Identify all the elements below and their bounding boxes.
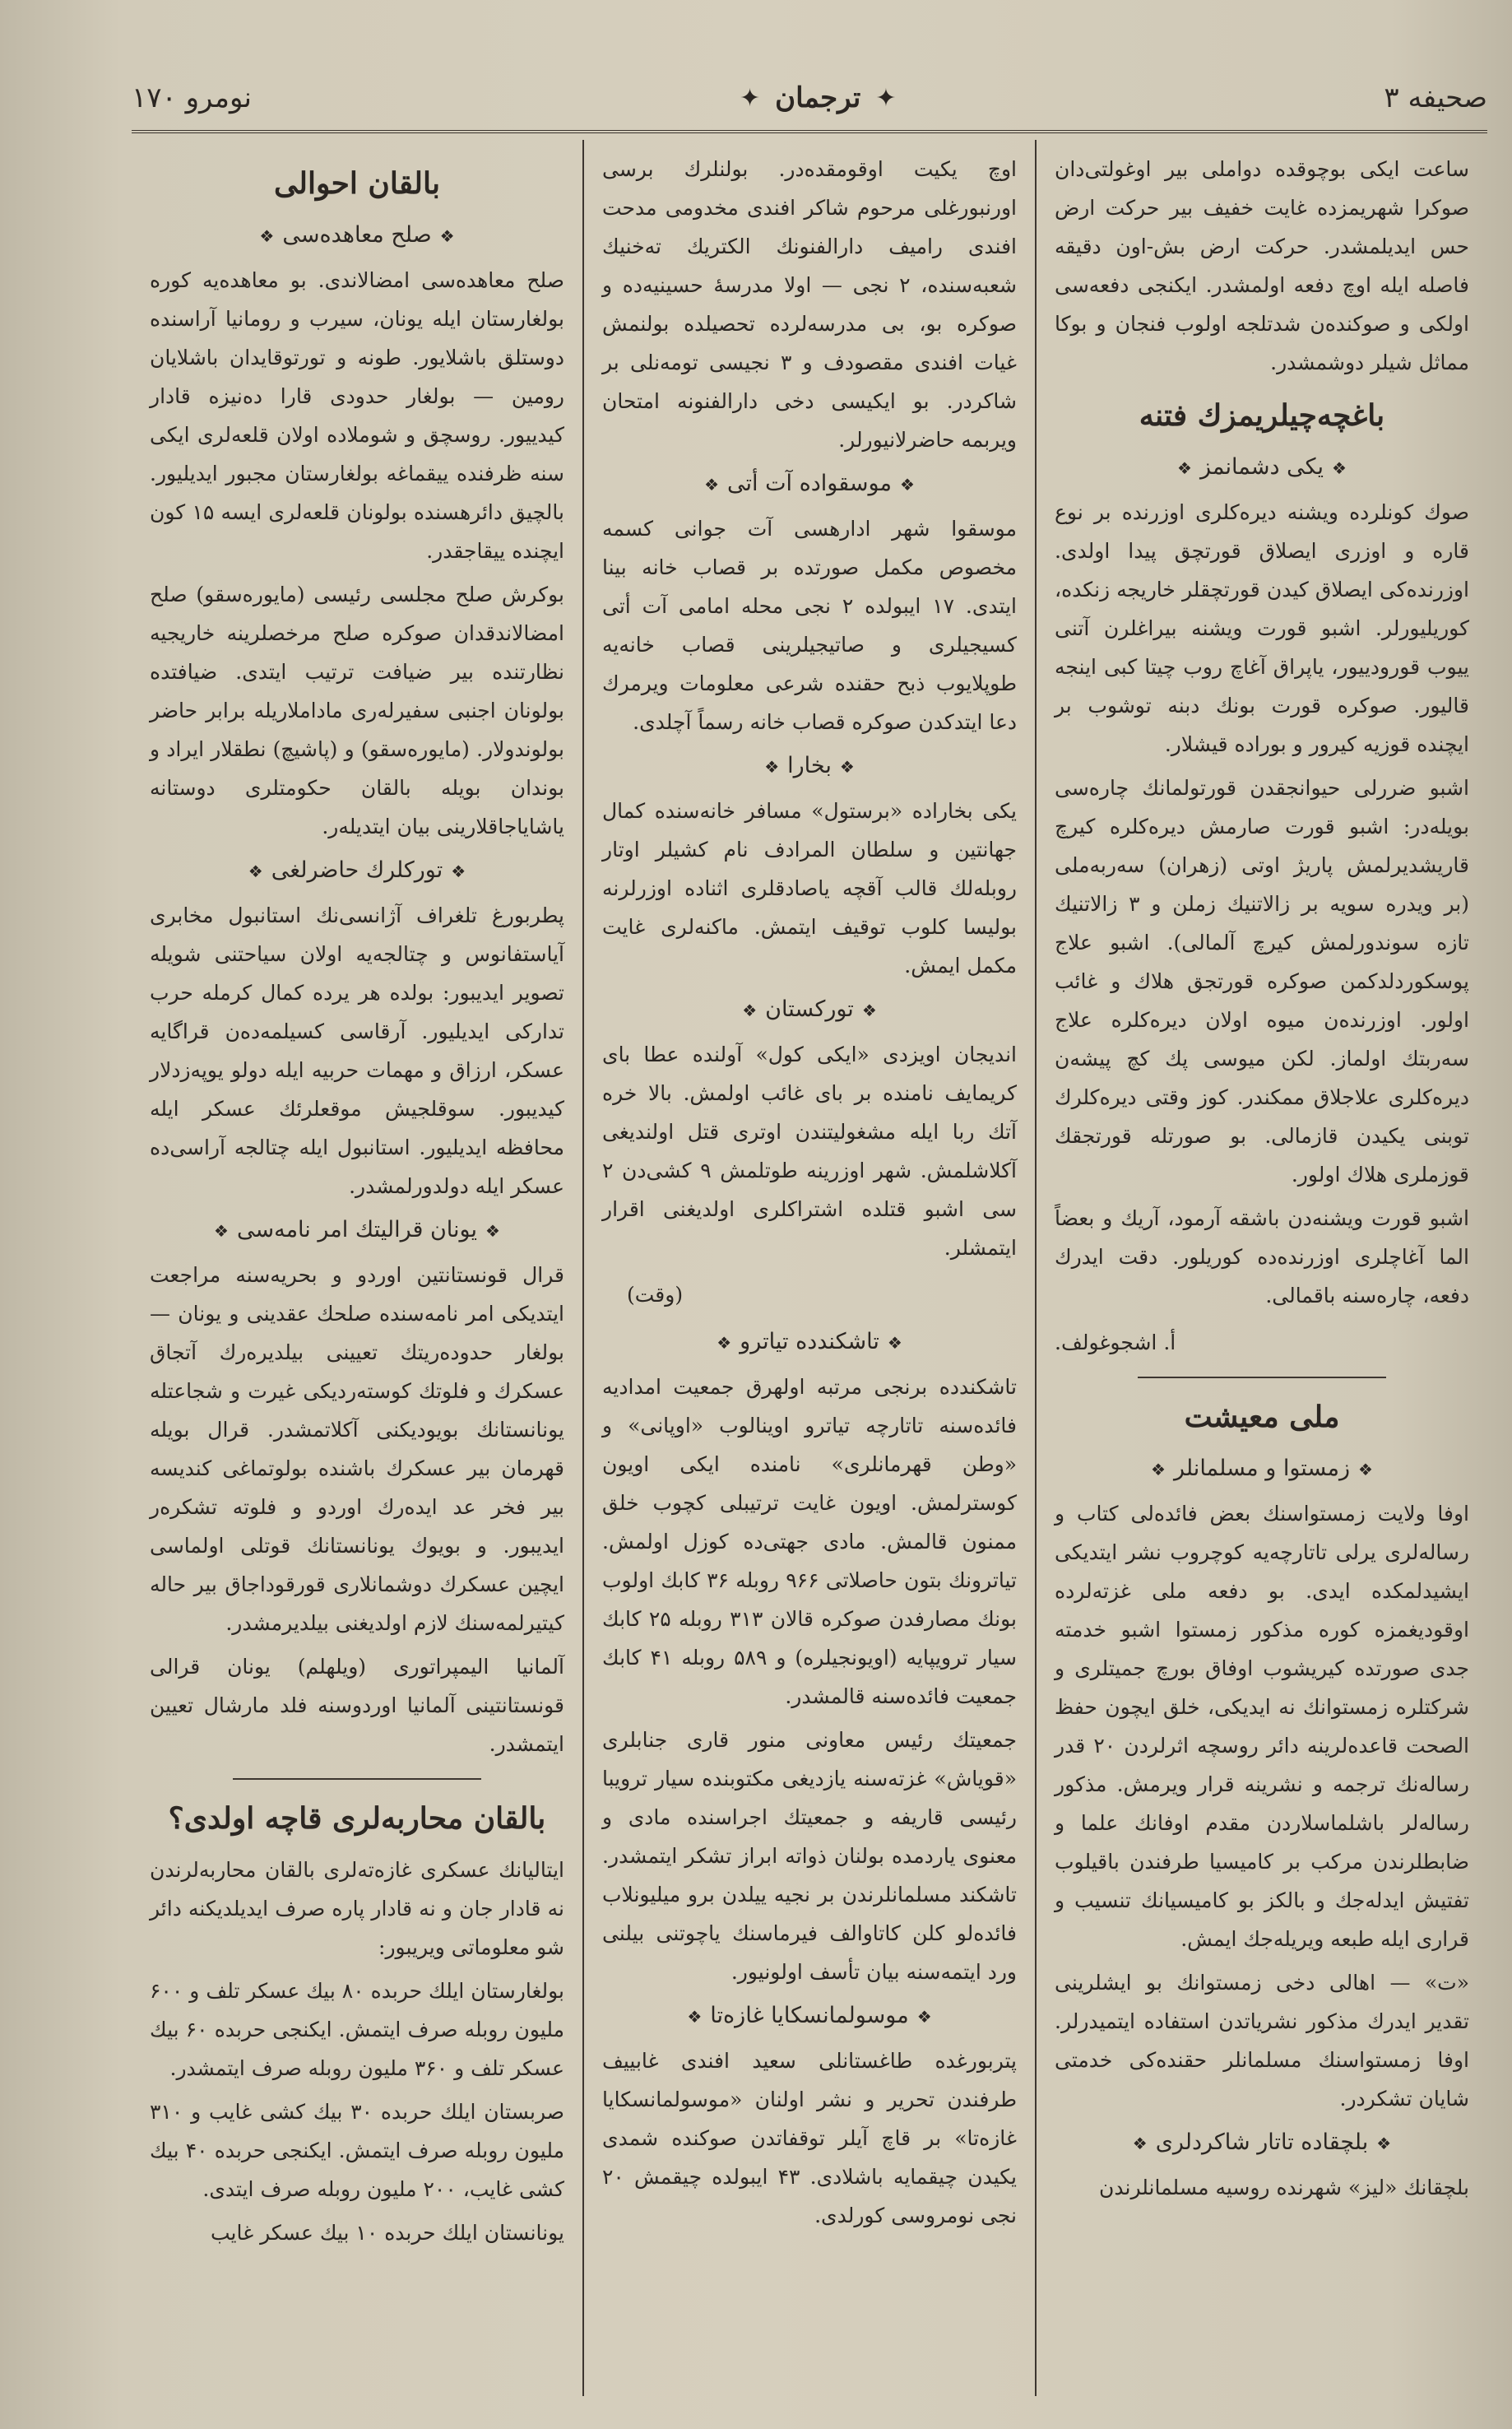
masthead [132, 69, 1487, 127]
article-paragraph: موسقوا شهر ادارهسى آت جوانى كسمه مخصوص مكمل صورتده بر قصاب خانه بينا ايتدى. ۱۷ ايبولده ۲ نجى محله امامى آت أتى كسيجيلرى و صاتيجيلرينى قصاب خانه‌يه طوپلايوب ذبح حقنده شرعى معلومات ويرمرك دعا ايتدكدن صوكره قصاب خانه رسماً آچلدى. [602, 517, 1017, 734]
article-paragraph: آلمانيا اليمپراتورى (ويلهلم) يونان قرالى قونستانتينى آلمانيا اوردوسنه فلد مارشال تعيين ايتمشدر. [150, 1655, 564, 1756]
article-paragraph: پتربورغده طاغستانلى سعيد افندى غابييف طرفندن تحرير و نشر اولنان «موسولمانسكايا غازه‌تا» بر قاچ آيلر توقفاتدن صوكنده شمدى يكيدن چيقمايه باشلادى. ۴۳ ايبولده چيقمش ۲۰ نجى نومروسى كورلدى. [602, 2049, 1017, 2227]
paper-name: ترجمان [775, 81, 861, 114]
author-signature: أ. اشجوغولف. [1055, 1331, 1176, 1354]
article-paragraph: اوفا ولايت زمستواسنك بعض فائده‌لى كتاب و رساله‌لرى يرلى تاتارچه‌يه كوچروب نشر ايتديكى ايشيدلمكده ايدى. بو دفعه ملى غزته‌لرده اوقوديغمزه كوره مذكور زمستوا اشبو خدمته جدى صورتده كيريشوب اوفاق بورچ جميتلرى و شركتلره زمستوانك نه ايديكى، خلق ايچون حفظ الصحت قاعده‌لرينه دائر روسچه اثرلردن ۲۰ قدر رساله‌نك ترجمه و نشرينه قرار ويرمش. مذكور رساله‌لر باشلماسلاردن مقدم اوفانك علما و ضابطلرندن مركب بر كاميسيا طرفندن باقيلوب تفتيش ايدله‌جك و بالكز بو كاميسيانك تنسيب و قرارى ايله طبعه ويريله‌جك ايمش. [1055, 1502, 1470, 1951]
article-paragraph: يكى بخاراده «برستول» مسافر خانه‌سنده كمال جهانتين و سلطان المرادف نام كشيلر اوتار روبله‌لك قالب آقچه ياصادقلرى اثناده اوزرلرنه بوليسا كلوب توقيف ايتمش. ماكنه‌لرى غايت مكمل ايمش. [602, 799, 1017, 978]
article-paragraph: صربستان ايلك حربده ۳۰ بيك كشى غايب و ۳۱۰ مليون روبله صرف ايتمش. ايكنجى حربده ۴۰ بيك كشى غايب، ۲۰۰ مليون روبله صرف ايتدى. [150, 2100, 564, 2201]
article-paragraph: اشبو ضررلى حيوانجقدن قورتولمانك چاره‌سى بويله‌در: اشبو قورت صارمش ديره‌كلره كيرچ قاريشديرلمش پاريژ اوتى (زهران) سه‌ربه‌ملى (بر ويدره سويه بر زالاتنيك زملن و ۳ زالاتنيك تازه سوندورلمش كيرچ آلمالى). اشبو علاج پوسكوردلدكمن صوكره قورتجق هلاك و غائب اولور. اوزرنده‌ن ميوه اولان ديره‌كلره علاج سه‌ربتك اولماز. لكن ميوسى پك كچ پيشه‌ن ديره‌كلرى علاجلاق ممكندر. كوز وقتى ديره‌كلرك توبنى يكيدن قازمالى. بو صورتله قورتجقك قوزملرى هلاك اولور. [1055, 776, 1470, 1187]
section-title: باغچه‌چيلريمزك فتنه [1139, 398, 1385, 433]
article-paragraph: بلچقانك «ليز» شهرنده روسيه مسلمانلرندن [1099, 2176, 1469, 2199]
section-subtitle: ❖ موسولمانسكايا غازه‌تا ❖ [602, 1996, 1017, 2037]
header-rule [132, 130, 1487, 133]
section-subtitle: ❖ زمستوا و مسلمانلر ❖ [1055, 1449, 1469, 1489]
intro-paragraph: اوچ يكيت اوقومقده‌در. بولنلرك برسى اورنبورغلى مرحوم شاكر افندى مخدومى مدحت افندى راميف دارالفنونك الكتريك ته‌خنيك شعبه‌سنده، ۲ نجى — اولا مدرسهٔ حسينيه‌ده و صوكره بو، بى مدرسه‌لرده تحصيلده بولنمش غيات افندى مقصودف و ۳ نجيسى تومه‌نلى بر شاكردر. بو ايكيسى دخى دارالفنونه امتحان ويربمه حاضرلانيورلر. [602, 157, 1017, 452]
section-subtitle: ❖ صلح معاهده‌سى ❖ [150, 216, 564, 256]
paper-title-block [740, 81, 897, 114]
article-paragraph: يونانستان ايلك حربده ۱۰ بيك عسكر غايب [210, 2221, 564, 2245]
column-right [1037, 140, 1487, 2396]
article-paragraph: انديجان اويزدى «ايكى كول» آولنده عطا باى كريمايف نامنده بر باى غائب اولمش. بالا خره آتك ربا ايله مشغوليتندن اوترى قتل اولنديغى آكلاشلمش. شهر اوزرينه طوتلمش ۹ كشى‌دن ۲ سى اشبو قتلده اشتراكلرى اولديغنى اقرار ايتمشلر. [602, 1043, 1017, 1260]
section-subtitle: ❖ بلچقاده تاتار شاكردلرى ❖ [1055, 2123, 1469, 2163]
column-middle [584, 140, 1037, 2396]
column-left [132, 140, 584, 2396]
section-subtitle: ❖ توركلرك حاضرلغى ❖ [150, 851, 564, 891]
source-credit: (وقت) [627, 1283, 684, 1307]
article-paragraph: بولغارستان ايلك حربده ۸۰ بيك عسكر تلف و ۶۰۰ مليون روبله صرف ايتمش. ايكنجى حربده ۶۰ بيك عسكر تلف و ۳۶۰ مليون روبله صرف ايتمشدر. [150, 1979, 564, 2080]
section-title: بالقان احوالى [274, 166, 440, 201]
intro-paragraph: ساعت ايكى بوچوقده دواملى بير اوغولتى‌دان صوكرا شهريمزده غايت خفيف بير حركت ارض حس ايديلمشدر. حركت ارض بش-اون دقيقه فاصله ايله اوچ دفعه اولمشدر. ايكنجى دفعه‌سى اولكى و صوكنده‌ن شدتلجه اولوب فنجان و بوكا مماثل شيلر دوشمشدر. [1055, 157, 1469, 374]
article-paragraph: صلح معاهده‌سى امضالاندى. بو معاهده‌يه كوره بولغارستان ايله يونان، سيرب و رومانيا آراسنده دوستلق باشلايور. طونه و تورتوقايدان باشلايان رومين — بولغار حدودى قارا دەنيزه قادار كيدييور. روسچق و شوملاده اولان قلعه‌لرى ايكى سنه ظرفنده ييقماغه بولغارستان مجبور ايديليور. بالچيق دائرهسنده بولونان قلعه‌لرى ايسه ۱۵ كون ايچنده ييقاجقدر. [150, 268, 564, 563]
ornament-icon: ✦ [875, 83, 897, 113]
columns [132, 140, 1487, 2396]
section-subtitle: ❖ يكى دشمانمز ❖ [1055, 448, 1469, 488]
section-subtitle: ❖ بخارا ❖ [602, 746, 1017, 787]
page-number: صحيفه ۳ [1384, 81, 1487, 114]
article-paragraph: جمعيتك رئيس معاونى منور قارى جنابلرى «قوياش» غزته‌سنه يازديغى مكتوبنده سيار ترويبا رئيسى قاريفه و جمعيتك اجراسنده مادى و معنوى ياردمده بولنان ذواته ابراز تشكر ايتمشدر. تاشكند مسلمانلرندن بر نجيه ييلدن برو ميليونلاب فائده‌لو كلن كاتاوالف فيرماسنك ياچوتنى بيلنى ورد ايتمه‌سنه بيان تأسف اولونيور. [602, 1728, 1017, 1984]
section-title: بالقان محاربه‌لرى قاچه اولدى؟ [168, 1801, 546, 1836]
section-divider [233, 1778, 481, 1780]
section-subtitle: ❖ يونان قراليتك امر نامه‌سى ❖ [150, 1210, 564, 1251]
section-divider [1138, 1377, 1386, 1378]
article-paragraph: پطربورغ تلغراف آژانسى‌نك استانبول مخابرى آياستفانوس و چتالجه‌يه اولان سياحتنى شويله تصوير ايديبور: بولده هر يرده كمال كرمله حرب تداركى ايديليور. آرقاسى كسيلمه‌ده‌ن قراگايه عسكر، ارزاق و مهمات حربيه ايله دولو يوپەزدلار كيديبور. سوقلجيش موقعلرئك عسكر ايله محافظه ايديليور. استانبول ايله چتالجه آراسى‌ده عسكر ايله دولدورلمشدر. [150, 903, 564, 1198]
article-paragraph: ايتاليانك عسكرى غازه‌ته‌لرى بالقان محاربه‌لرندن نه قادار جان و نه قادار پاره صرف ايديلديكنه دائر شو معلوماتى ويريبور: [150, 1858, 564, 1959]
section-subtitle: ❖ تاشكندده تياترو ❖ [602, 1322, 1017, 1363]
article-paragraph: اشبو قورت ويشنه‌دن باشقه آرمود، آريك و بعضاً الما آغاچلرى اوزرنده‌ده كوريلور. دقت ايدرك دفعه، چاره‌سنه باقمالى. [1055, 1206, 1469, 1307]
section-subtitle: ❖ توركستان ❖ [602, 990, 1017, 1030]
section-subtitle: ❖ موسقواده آت أتى ❖ [602, 464, 1017, 504]
section-title: ملى معيشت [1184, 1400, 1340, 1434]
article-paragraph: تاشكندده برنجى مرتبه اولهرق جمعيت امداديه فائده‌سنه تاتارچه تياترو اوينالوب «اوپانى» و «وطن قهرمانلرى» نامنده ايكى اويون كوسترلمش. اويون غايت ترتيبلى كچوب خلق ممنون قالمش. مادى جهتى‌ده كوزل اولمش. تياترونك بتون حاصلاتى ۹۶۶ روبله ۳۶ كابك اولوب بونك مصارفدن صوكره قالان ۳۱۳ روبله ۲۵ كابك سيار ترويپايه (اويونجيلره) و ۵۸۹ روبله ۴۱ كابك جمعيت فائده‌سنه قالمشدر. [602, 1375, 1017, 1708]
article-paragraph: صوك كونلرده ويشنه ديره‌كلرى اوزرنده بر نوع قاره و اوزرى ايصلاق قورتچق پيدا اولدى. اوزرنده‌كى ايصلاق كيدن قورتچقلر خاريجه زنكده، كوريليورلر. اشبو قورت ويشنه بيراغلرن آتنى ييوب قورودييور، ياپراق آغاچ روب چيتا كبى اينجه قاليور. صوكره قورت بونك دبنه توشوب بر ايچنده قوزيه كيرور و بوراده قيشلار. [1055, 500, 1469, 756]
issue-number: نومرو ۱۷۰ [132, 81, 253, 114]
article-paragraph: قرال قونستانتين اوردو و بحريه‌سنه مراجعت ايتديكى امر نامه‌سنده صلحك عقدينى و يونان — بولغار حدوده‌ريتك تعيينى بيلديرەرك آتجاق عسكرك و فلوتك كوسته‌رديكى غيرت و شجاعتله يونانستانك بويوديكنى آكلاتمشدر. قرال بويله قهرمان بير عسكرك باشنده بولوتماغى كنديسه بير فخر عد ايدەرك اوردو و فلوته تشكره‌ر ايديبور. و بويوك يونانستانك قوتلى اولماسى ايچين عسكرك دوشمانلارى قورقوداجاق بير حاله كيتيرلمه‌سنك لازم اولديغنى بيلديرمشدر. [150, 1263, 564, 1635]
article-paragraph: «ت» — اهالى دخى زمستوانك بو ايشلرينى تقدير ايدرك مذكور نشرياتدن استفاده ايتميدرلر. اوفا زمستواسنك مسلمانلر حقنده‌كى خدمتى شايان تشكردر. [1055, 1971, 1469, 2111]
article-paragraph: بوكرش صلح مجلسى رئيسى (مايورەسقو) صلح امضالاندقدان صوكره صلح مرخصلرينه خاريجيه نظارتنده بير ضيافت ترتيب ايتدى. ضيافتده بولونان اجنبى سفيرله‌رى ماداملاريله برابر حاضر بولوندولار. (مايوره‌سقو) و (پاشيچ) نطقلار ايراد و بوندان بويله بالقان حكومتلرى دوستانه ياشاياجاقلارينى بيان ايتديله‌ر. [150, 583, 564, 838]
ornament-icon: ✦ [739, 83, 761, 113]
